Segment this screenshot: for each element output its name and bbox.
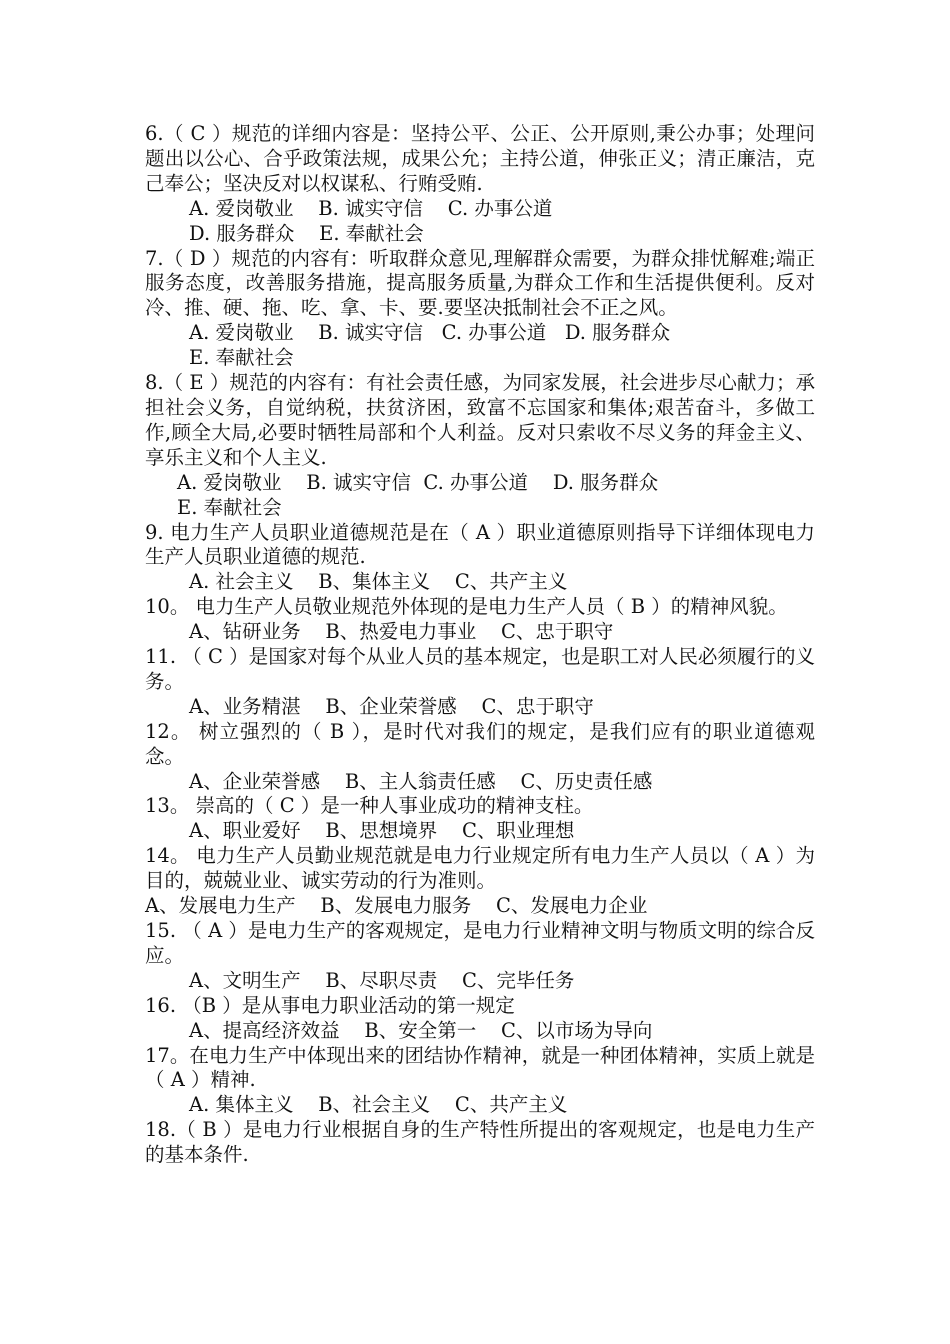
answer-options: A、业务精湛 B、企业荣誉感 C、忠于职守 [189, 694, 594, 718]
question-stem: 8.（ E ）规范的内容有：有社会责任感，为同家发展，社会进步尽心献力；承担社会义务，自觉纳税，扶贫济困，致富不忘国家和集体;艰苦奋斗，多做工作,顾全大局,必要时牺牲局部和个人利益。反对只索收不尽义务的拜金主义、享乐主义和个人主义. [145, 371, 815, 469]
question-stem: 15. （ A ）是电力生产的客观规定，是电力行业精神文明与物质文明的综合反应。 [145, 919, 815, 967]
document-body [145, 122, 815, 1168]
question-stem: 14。 电力生产人员勤业规范就是电力行业规定所有电力生产人员以（ A ）为目的，兢兢业业、诚实劳动的行为准则。 [145, 844, 815, 893]
question-stem: 18.（ B ）是电力行业根据自身的生产特性所提出的客观规定，也是电力生产的基本条件. [145, 1118, 815, 1167]
question-stem: 7.（ D ）规范的内容有：听取群众意见,理解群众需要，为群众排忧解难;端正服务态度，改善服务措施，提高服务质量,为群众工作和生活提供便利。反对冷、推、硬、拖、吃、拿、卡、要.要坚决抵制社会不正之风。 [145, 246, 815, 320]
question-8 [145, 371, 815, 520]
question-stem: 9. 电力生产人员职业道德规范是在（ A ）职业道德原则指导下详细体现电力生产人员职业道德的规范. [145, 520, 815, 569]
answer-options: A. 爱岗敬业 B. 诚实守信 C. 办事公道 [189, 196, 553, 220]
question-10 [145, 595, 815, 645]
question-9 [145, 521, 815, 596]
question-11 [145, 645, 815, 720]
question-7 [145, 247, 815, 372]
question-16 [145, 994, 815, 1044]
answer-options: A、发展电力生产 B、发展电力服务 C、发展电力企业 [145, 894, 648, 918]
question-15 [145, 919, 815, 994]
question-13 [145, 794, 815, 844]
answer-options: E. 奉献社会 [189, 346, 294, 370]
question-17 [145, 1044, 815, 1119]
question-stem: 10。 电力生产人员敬业规范外体现的是电力生产人员（ B ）的精神风貌。 [145, 595, 788, 619]
question-6 [145, 122, 815, 247]
answer-options: A、企业荣誉感 B、主人翁责任感 C、历史责任感 [189, 769, 653, 793]
question-stem: 17。在电力生产中体现出来的团结协作精神，就是一种团体精神，实质上就是（ A ）精神. [145, 1043, 815, 1092]
answer-options: D. 服务群众 E. 奉献社会 [189, 221, 424, 245]
question-stem: 16. （B ）是从事电力职业活动的第一规定 [145, 993, 515, 1017]
answer-options: A、职业爱好 B、思想境界 C、职业理想 [189, 819, 575, 843]
answer-options: E. 奉献社会 [177, 495, 282, 519]
question-stem: 13。 崇高的（ C ）是一种人事业成功的精神支柱。 [145, 794, 594, 818]
answer-options: A、钻研业务 B、热爱电力事业 C、忠于职守 [189, 620, 614, 644]
answer-options: A. 爱岗敬业 B. 诚实守信 C. 办事公道 D. 服务群众 [177, 470, 659, 494]
question-stem: 6.（ C ）规范的详细内容是：坚持公平、公正、公开原则,秉公办事；处理问题出以公心、合乎政策法规，成果公允；主持公道，伸张正义；清正廉洁，克己奉公；坚决反对以权谋私、行贿受贿. [145, 122, 815, 195]
question-12 [145, 720, 815, 795]
question-18 [145, 1118, 815, 1168]
question-14 [145, 844, 815, 919]
question-stem: 11. （ C ）是国家对每个从业人员的基本规定，也是职工对人民必须履行的义务。 [145, 645, 815, 693]
answer-options: A. 集体主义 B、社会主义 C、共产主义 [189, 1093, 568, 1117]
answer-options: A. 社会主义 B、集体主义 C、共产主义 [189, 570, 568, 594]
answer-options: A、文明生产 B、尽职尽责 C、完毕任务 [189, 968, 575, 992]
question-stem: 12。 树立强烈的（ B ），是时代对我们的规定，是我们应有的职业道德观念。 [145, 719, 815, 768]
answer-options: A、提高经济效益 B、安全第一 C、以市场为导向 [189, 1018, 653, 1042]
answer-options: A. 爱岗敬业 B. 诚实守信 C. 办事公道 D. 服务群众 [189, 321, 671, 345]
